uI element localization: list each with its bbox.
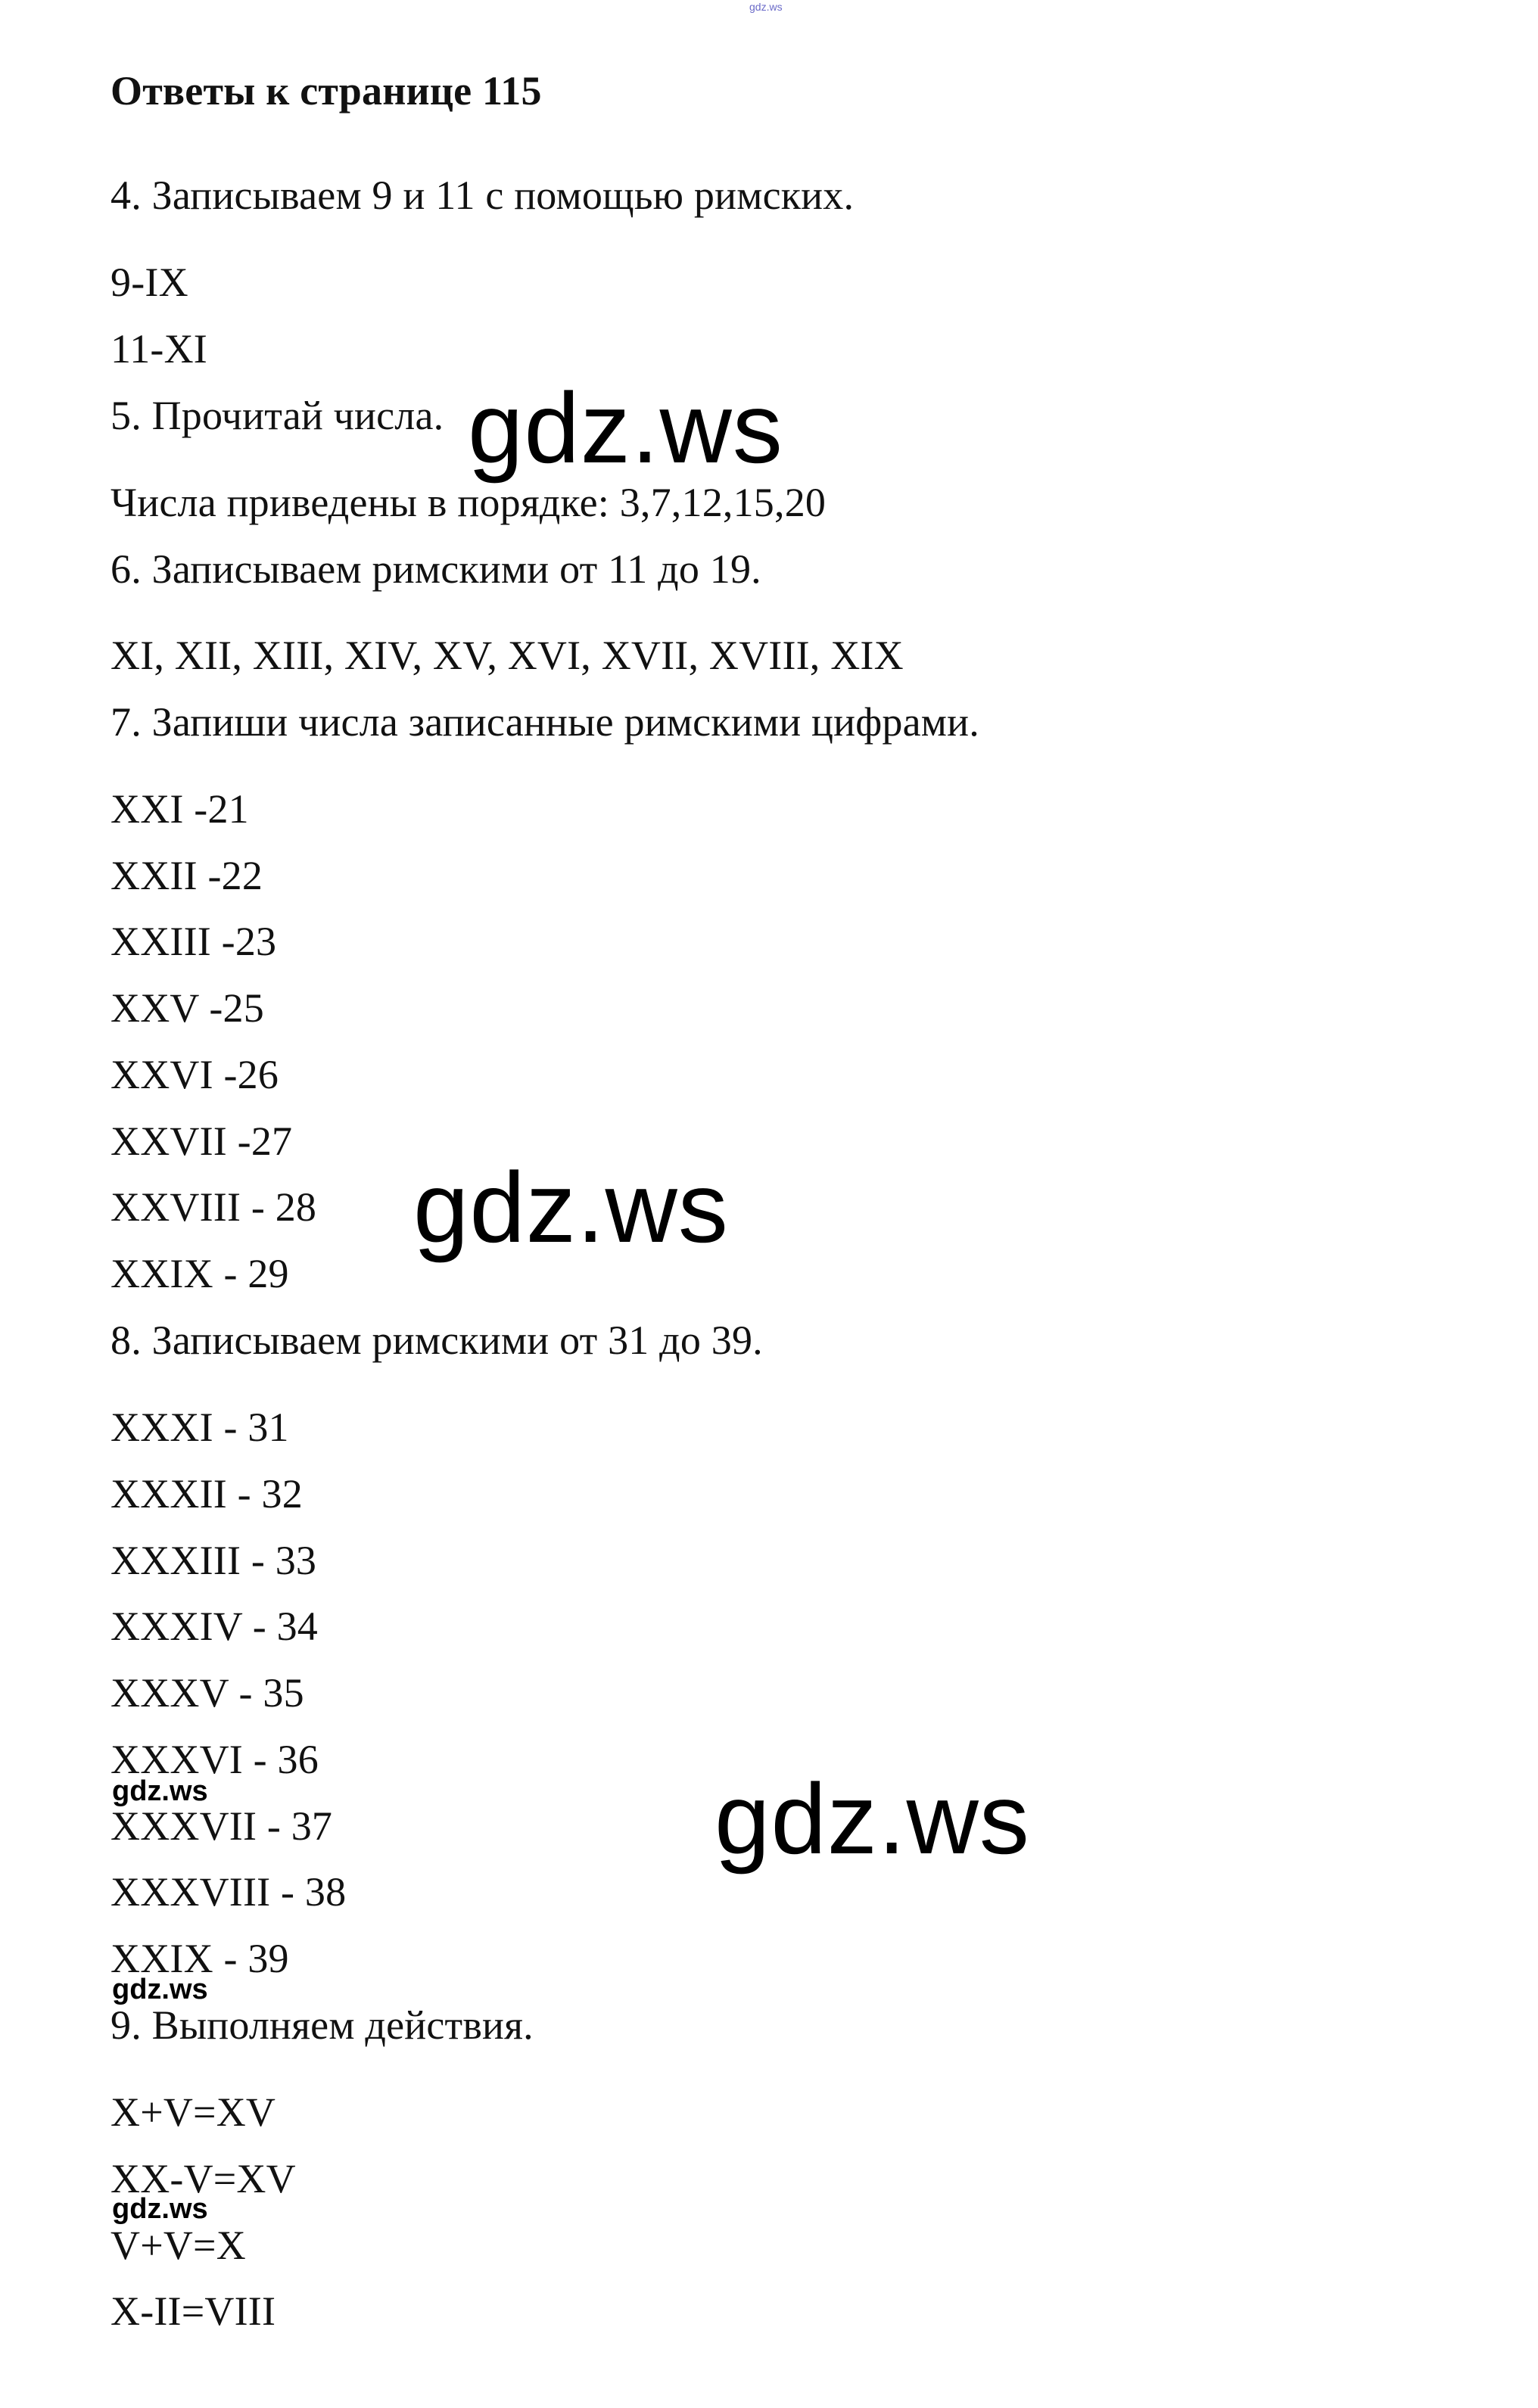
task-4-heading: 4. Записываем 9 и 11 с помощью римских. [111, 173, 855, 218]
task-7-heading: 7. Запиши числа записанные римскими цифрами. [111, 699, 979, 745]
answer-line: XXXI - 31 [111, 1405, 289, 1450]
answer-line: XXXII - 32 [111, 1471, 303, 1517]
answer-line: X-II=VIII [111, 2288, 276, 2334]
answer-line: XXVII -27 [111, 1118, 293, 1164]
watermark-large: gdz.ws [413, 1152, 729, 1263]
answer-line: XXXVI - 36 [111, 1737, 319, 1782]
watermark-small: gdz.ws [112, 1775, 208, 1807]
answer-line: XXVI -26 [111, 1052, 279, 1097]
answer-line: XI, XII, XIII, XIV, XV, XVI, XVII, XVIII, XIX [111, 633, 904, 678]
answer-line: XXXVII - 37 [111, 1803, 333, 1849]
answer-line: XXIII -23 [111, 919, 277, 964]
watermark-large: gdz.ws [468, 372, 783, 484]
watermark-small: gdz.ws [112, 2193, 208, 2225]
page-title: Ответы к странице 115 [111, 68, 542, 114]
answer-line: XXXIV - 34 [111, 1604, 318, 1649]
top-watermark: gdz.ws [749, 1, 783, 13]
answer-line: Числа приведены в порядке: 3,7,12,15,20 [111, 480, 827, 525]
answer-line: 9-IX [111, 260, 188, 305]
answer-line: XXIX - 29 [111, 1251, 289, 1296]
task-8-heading: 8. Записываем римскими от 31 до 39. [111, 1318, 763, 1363]
answer-line: X+V=XV [111, 2089, 276, 2135]
answer-line: XXXVIII - 38 [111, 1869, 347, 1915]
answer-line: XXII -22 [111, 853, 263, 898]
answer-line: V+V=X [111, 2223, 246, 2268]
answer-line: XXVIII - 28 [111, 1184, 317, 1230]
answer-line: XXIX - 39 [111, 1936, 289, 1981]
task-5-heading: 5. Прочитай числа. [111, 393, 444, 438]
answer-line: XXXIII - 33 [111, 1538, 317, 1583]
answer-line: XXV -25 [111, 985, 264, 1031]
answer-line: XX-V=XV [111, 2156, 296, 2201]
answer-line: 11-XI [111, 326, 207, 372]
task-9-heading: 9. Выполняем действия. [111, 2002, 534, 2048]
task-6-heading: 6. Записываем римскими от 11 до 19. [111, 546, 761, 592]
watermark-large: gdz.ws [715, 1763, 1030, 1874]
answer-line: XXXV - 35 [111, 1670, 304, 1716]
watermark-small: gdz.ws [112, 1974, 208, 2005]
answer-line: XXI -21 [111, 786, 249, 832]
